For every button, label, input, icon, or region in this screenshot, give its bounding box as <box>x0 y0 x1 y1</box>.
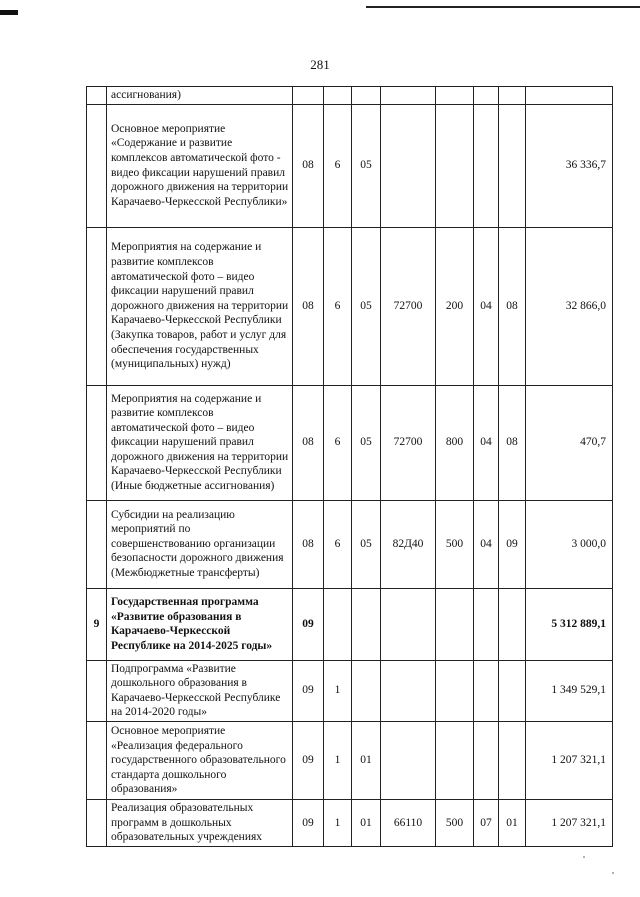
code-chapter: 04 <box>474 227 499 385</box>
code-chapter <box>474 660 499 721</box>
code-section: 08 <box>293 227 324 385</box>
item-name: Субсидии на реализацию мероприятий по совершенствованию организации безопасности дорожного движения (Межбюджетные трансферты) <box>107 500 293 588</box>
item-name: Реализация образовательных программ в дошкольных образовательных учреждениях <box>107 799 293 846</box>
row-number <box>87 660 107 721</box>
row-number <box>87 385 107 500</box>
code-direction: 66110 <box>381 799 436 846</box>
amount: 1 207 321,1 <box>526 799 613 846</box>
amount: 1 207 321,1 <box>526 721 613 799</box>
code-expense-type <box>436 721 474 799</box>
code-subchapter <box>499 660 526 721</box>
table-row <box>87 721 613 799</box>
code-program: 1 <box>324 721 352 799</box>
code-expense-type: 800 <box>436 385 474 500</box>
code-direction: 72700 <box>381 385 436 500</box>
code-section: 08 <box>293 104 324 227</box>
scan-corner-mark <box>0 10 18 15</box>
code-chapter <box>474 87 499 105</box>
amount: 5 312 889,1 <box>526 588 613 660</box>
amount: 470,7 <box>526 385 613 500</box>
code-subprogram: 05 <box>352 227 381 385</box>
amount: 3 000,0 <box>526 500 613 588</box>
item-name: Подпрограмма «Развитие дошкольного образования в Карачаево-Черкесской Республике на 2014-2020 годы» <box>107 660 293 721</box>
code-subprogram: 01 <box>352 799 381 846</box>
code-section: 08 <box>293 500 324 588</box>
code-direction <box>381 588 436 660</box>
code-direction <box>381 87 436 105</box>
budget-table <box>86 86 613 847</box>
code-subprogram <box>352 660 381 721</box>
item-name: Основное мероприятие «Реализация федерального государственного образовательного стандарта дошкольного образования» <box>107 721 293 799</box>
code-direction <box>381 660 436 721</box>
code-section: 08 <box>293 385 324 500</box>
code-program: 6 <box>324 500 352 588</box>
amount: 32 866,0 <box>526 227 613 385</box>
code-section: 09 <box>293 799 324 846</box>
item-name: Основное мероприятие «Содержание и развитие комплексов автоматической фото - видео фиксации нарушений правил дорожного движения на территории Карачаево-Черкесской Республики» <box>107 104 293 227</box>
code-subprogram: 05 <box>352 500 381 588</box>
table-row <box>87 588 613 660</box>
code-chapter: 04 <box>474 500 499 588</box>
row-number <box>87 500 107 588</box>
code-chapter: 07 <box>474 799 499 846</box>
item-name: Государственная программа «Развитие образования в Карачаево-Черкесской Республике на 2014-2025 годы» <box>107 588 293 660</box>
code-subchapter: 08 <box>499 385 526 500</box>
code-subchapter <box>499 588 526 660</box>
code-direction: 72700 <box>381 227 436 385</box>
code-program <box>324 87 352 105</box>
table-row <box>87 660 613 721</box>
code-subchapter <box>499 104 526 227</box>
table-row <box>87 385 613 500</box>
row-number: 9 <box>87 588 107 660</box>
code-program: 6 <box>324 385 352 500</box>
code-subprogram: 05 <box>352 104 381 227</box>
table-row <box>87 227 613 385</box>
code-chapter <box>474 588 499 660</box>
code-subprogram: 05 <box>352 385 381 500</box>
code-direction: 82Д40 <box>381 500 436 588</box>
row-number <box>87 104 107 227</box>
code-section: 09 <box>293 588 324 660</box>
scan-speck <box>583 856 585 858</box>
code-expense-type <box>436 104 474 227</box>
code-program: 1 <box>324 799 352 846</box>
amount <box>526 87 613 105</box>
code-subchapter: 01 <box>499 799 526 846</box>
code-expense-type: 200 <box>436 227 474 385</box>
code-expense-type <box>436 87 474 105</box>
code-expense-type: 500 <box>436 500 474 588</box>
code-program: 1 <box>324 660 352 721</box>
code-subprogram: 01 <box>352 721 381 799</box>
amount: 1 349 529,1 <box>526 660 613 721</box>
row-number <box>87 799 107 846</box>
code-subchapter: 08 <box>499 227 526 385</box>
code-subprogram <box>352 588 381 660</box>
code-expense-type: 500 <box>436 799 474 846</box>
table-row <box>87 500 613 588</box>
table-row <box>87 104 613 227</box>
table-row <box>87 799 613 846</box>
code-expense-type <box>436 660 474 721</box>
code-section: 09 <box>293 660 324 721</box>
code-subchapter <box>499 721 526 799</box>
item-name: Мероприятия на содержание и развитие комплексов автоматической фото – видео фиксации нарушений правил дорожного движения на территории Карачаево-Черкесской Республики (Иные бюджетные ассигнования) <box>107 385 293 500</box>
code-subprogram <box>352 87 381 105</box>
amount: 36 336,7 <box>526 104 613 227</box>
row-number <box>87 87 107 105</box>
code-chapter <box>474 104 499 227</box>
code-program: 6 <box>324 227 352 385</box>
item-name: ассигнования) <box>107 87 293 105</box>
top-rule <box>366 6 640 8</box>
code-section: 09 <box>293 721 324 799</box>
code-program <box>324 588 352 660</box>
code-expense-type <box>436 588 474 660</box>
row-number <box>87 721 107 799</box>
code-direction <box>381 104 436 227</box>
code-subchapter: 09 <box>499 500 526 588</box>
code-chapter: 04 <box>474 385 499 500</box>
scan-speck <box>612 872 614 874</box>
table-row <box>87 87 613 105</box>
row-number <box>87 227 107 385</box>
page-number: 281 <box>310 57 330 72</box>
code-direction <box>381 721 436 799</box>
code-program: 6 <box>324 104 352 227</box>
code-section <box>293 87 324 105</box>
code-subchapter <box>499 87 526 105</box>
item-name: Мероприятия на содержание и развитие комплексов автоматической фото – видео фиксации нарушений правил дорожного движения на территории Карачаево-Черкесской Республики (Закупка товаров, работ и услуг для обеспечения государственных (муниципальных) нужд) <box>107 227 293 385</box>
code-chapter <box>474 721 499 799</box>
